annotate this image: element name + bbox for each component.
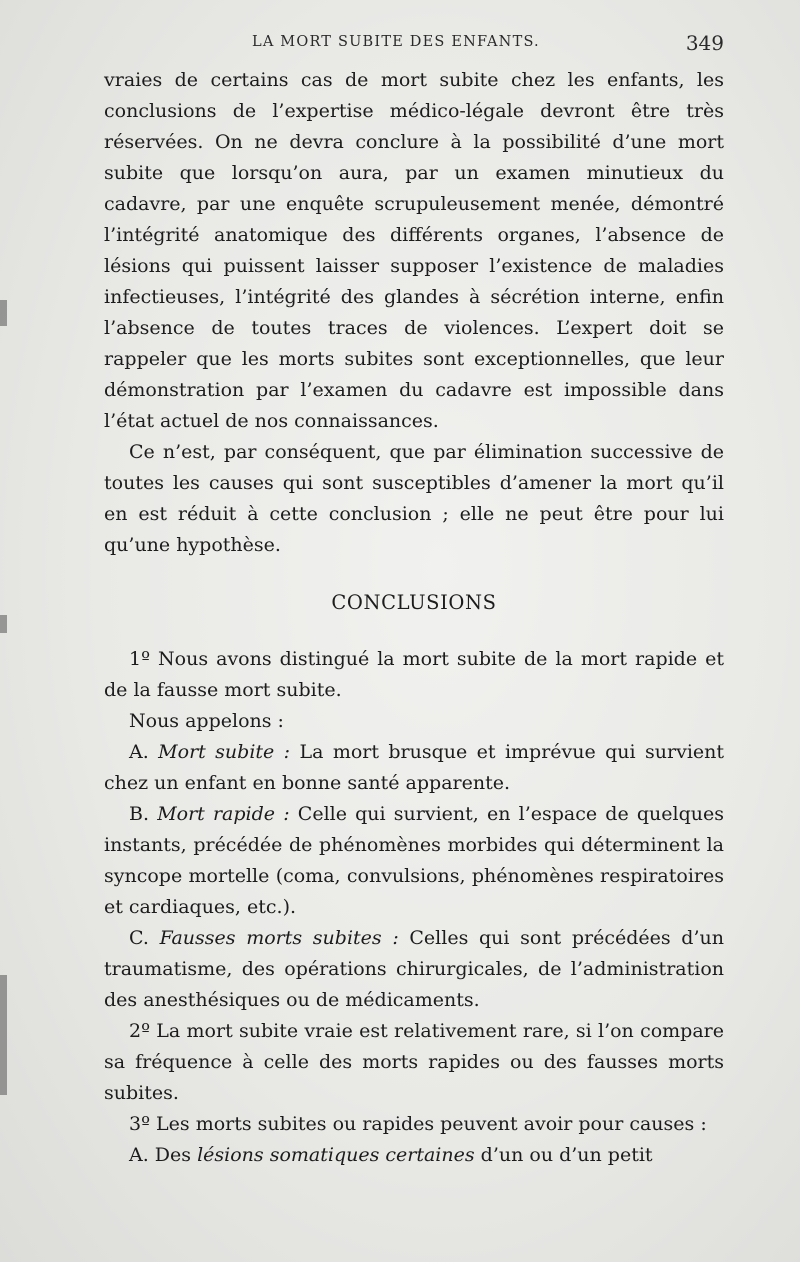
cause-text: d’un ou d’un petit bbox=[474, 1144, 653, 1166]
definition-label: C. bbox=[129, 927, 160, 949]
conclusion-item-1: 1º Nous avons distingué la mort subite de la mort rapide et de la fausse mort subite. bbox=[104, 648, 724, 701]
paragraph: Ce n’est, par conséquent, que par élimination successive de toutes les causes qui sont susceptibles d’amener la mort qu’il en est réduit à cette conclusion ; elle ne peut être pour lui qu’une hypothèse. bbox=[104, 441, 724, 556]
definitions-intro: Nous appelons : bbox=[129, 710, 284, 732]
definition-c bbox=[104, 923, 724, 1016]
conclusion-item-3: 3º Les morts subites ou rapides peuvent avoir pour causes : bbox=[129, 1113, 707, 1135]
definition-label: A. bbox=[129, 741, 159, 763]
binding-mark bbox=[0, 975, 7, 1095]
section-heading-conclusions: CONCLUSIONS bbox=[331, 591, 497, 614]
running-title: LA MORT SUBITE DES ENFANTS. bbox=[252, 34, 540, 50]
definition-text: Celle qui survient, en l’espace de quelques instants, précédée de phénomènes morbides qui déterminent la syncope mortelle (coma, convulsions, phénomènes respiratoires et cardiaques, etc.). bbox=[104, 803, 724, 918]
body-text bbox=[104, 65, 724, 1171]
cause-label: A. Des bbox=[129, 1144, 198, 1166]
definition-term: Fausses morts subites : bbox=[159, 927, 399, 949]
definition-label: B. bbox=[129, 803, 158, 825]
binding-mark bbox=[0, 615, 7, 633]
definition-text: Celles qui sont précédées d’un traumatisme, des opérations chirurgicales, de l’administration des anesthésiques ou de médicaments. bbox=[104, 927, 724, 1011]
definition-term: Mort subite : bbox=[158, 741, 291, 763]
binding-mark bbox=[0, 300, 7, 326]
definition-text: La mort brusque et imprévue qui survient chez un enfant en bonne santé apparente. bbox=[104, 741, 725, 794]
conclusion-item-3a bbox=[104, 1140, 724, 1171]
definition-a bbox=[104, 737, 724, 799]
paragraph-continued: vraies de certains cas de mort subite chez les enfants, les conclusions de l’expertise médico-légale devront être très réservées. On ne devra conclure à la possibilité d’une mort subite que lorsqu’on aura, par un examen minutieux du cadavre, par une enquête scrupuleusement menée, démontré l’intégrité anatomique des différents organes, l’absence de lésions qui puissent laisser supposer l’existence de maladies infectieuses, l’intégrité des glandes à sécrétion interne, enfin l’absence de toutes traces de violences. L’expert doit se rappeler que les morts subites sont exceptionnelles, que leur démonstration par l’examen du cadavre est impossible dans l’état actuel de nos connaissances. bbox=[104, 69, 724, 432]
conclusion-item-2: 2º La mort subite vraie est relativement rare, si l’on compare sa fréquence à celle des morts rapides ou des fausses morts subites. bbox=[104, 1020, 724, 1104]
cause-term: lésions somatiques certaines bbox=[197, 1144, 475, 1166]
page-number: 349 bbox=[685, 31, 724, 55]
page-header bbox=[104, 31, 724, 58]
definition-term: Mort rapide : bbox=[157, 803, 290, 825]
definition-b bbox=[104, 799, 724, 923]
